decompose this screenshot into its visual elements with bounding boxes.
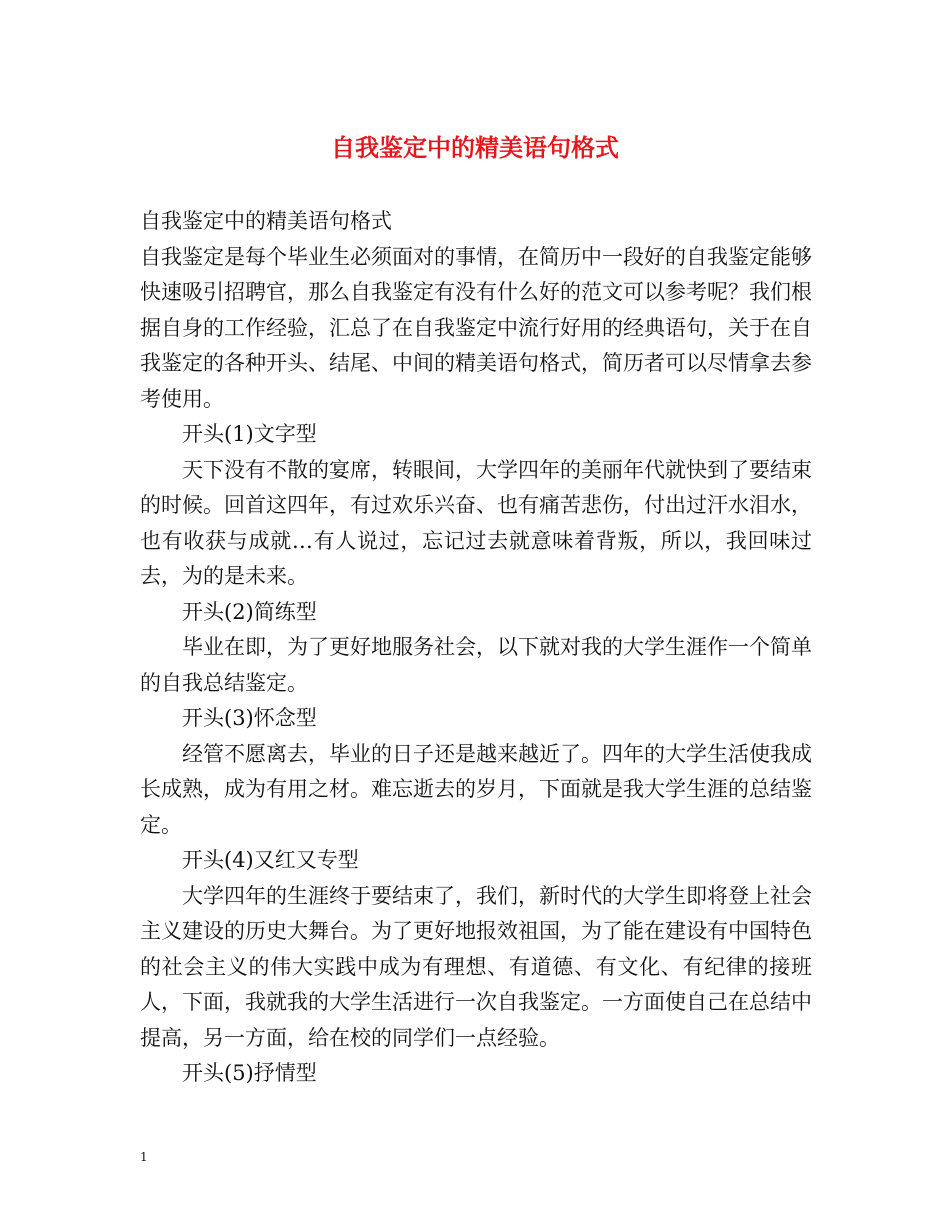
section-paragraph: 毕业在即，为了更好地服务社会，以下就对我的大学生涯作一个简单的自我总结鉴定。 [140, 635, 812, 695]
section-heading: 开头(3)怀念型 [182, 706, 317, 730]
section-paragraph: 大学四年的生涯终于要结束了，我们，新时代的大学生即将登上社会主义建设的历史大舞台。为了更好地报效祖国，为了能在建设有中国特色的社会主义的伟大实践中成为有理想、有道德、有文化、有纪律的接班人，下面，我就我的大学生活进行一次自我鉴定。一方面使自己在总结中提高，另一方面，给在校的同学们一点经验。 [140, 883, 812, 1050]
section-heading: 开头(1)文字型 [182, 422, 317, 446]
intro-paragraph: 自我鉴定是每个毕业生必须面对的事情，在简历中一段好的自我鉴定能够快速吸引招聘官，那么自我鉴定有没有什么好的范文可以参考呢？我们根据自身的工作经验，汇总了在自我鉴定中流行好用的经典语句，关于在自我鉴定的各种开头、结尾、中间的精美语句格式，简历者可以尽情拿去参考使用。 [140, 244, 812, 411]
section-paragraph: 天下没有不散的宴席，转眼间，大学四年的美丽年代就快到了要结束的时候。回首这四年，有过欢乐兴奋、也有痛苦悲伤，付出过汗水泪水，也有收获与成就…有人说过，忘记过去就意味着背叛，所以，我回味过去，为的是未来。 [140, 457, 812, 588]
document-body [140, 204, 812, 1092]
intro-heading-paragraph: 自我鉴定中的精美语句格式 [140, 209, 392, 233]
section-paragraph: 经管不愿离去，毕业的日子还是越来越近了。四年的大学生活使我成长成熟，成为有用之材。难忘逝去的岁月，下面就是我大学生涯的总结鉴定。 [140, 741, 812, 837]
document-title: 自我鉴定中的精美语句格式 [331, 133, 619, 162]
page-number: 1 [140, 1150, 148, 1164]
section-heading: 开头(2)简练型 [182, 599, 317, 624]
section-heading: 开头(4)又红又专型 [182, 848, 359, 872]
section-heading: 开头(5)抒情型 [182, 1061, 317, 1085]
